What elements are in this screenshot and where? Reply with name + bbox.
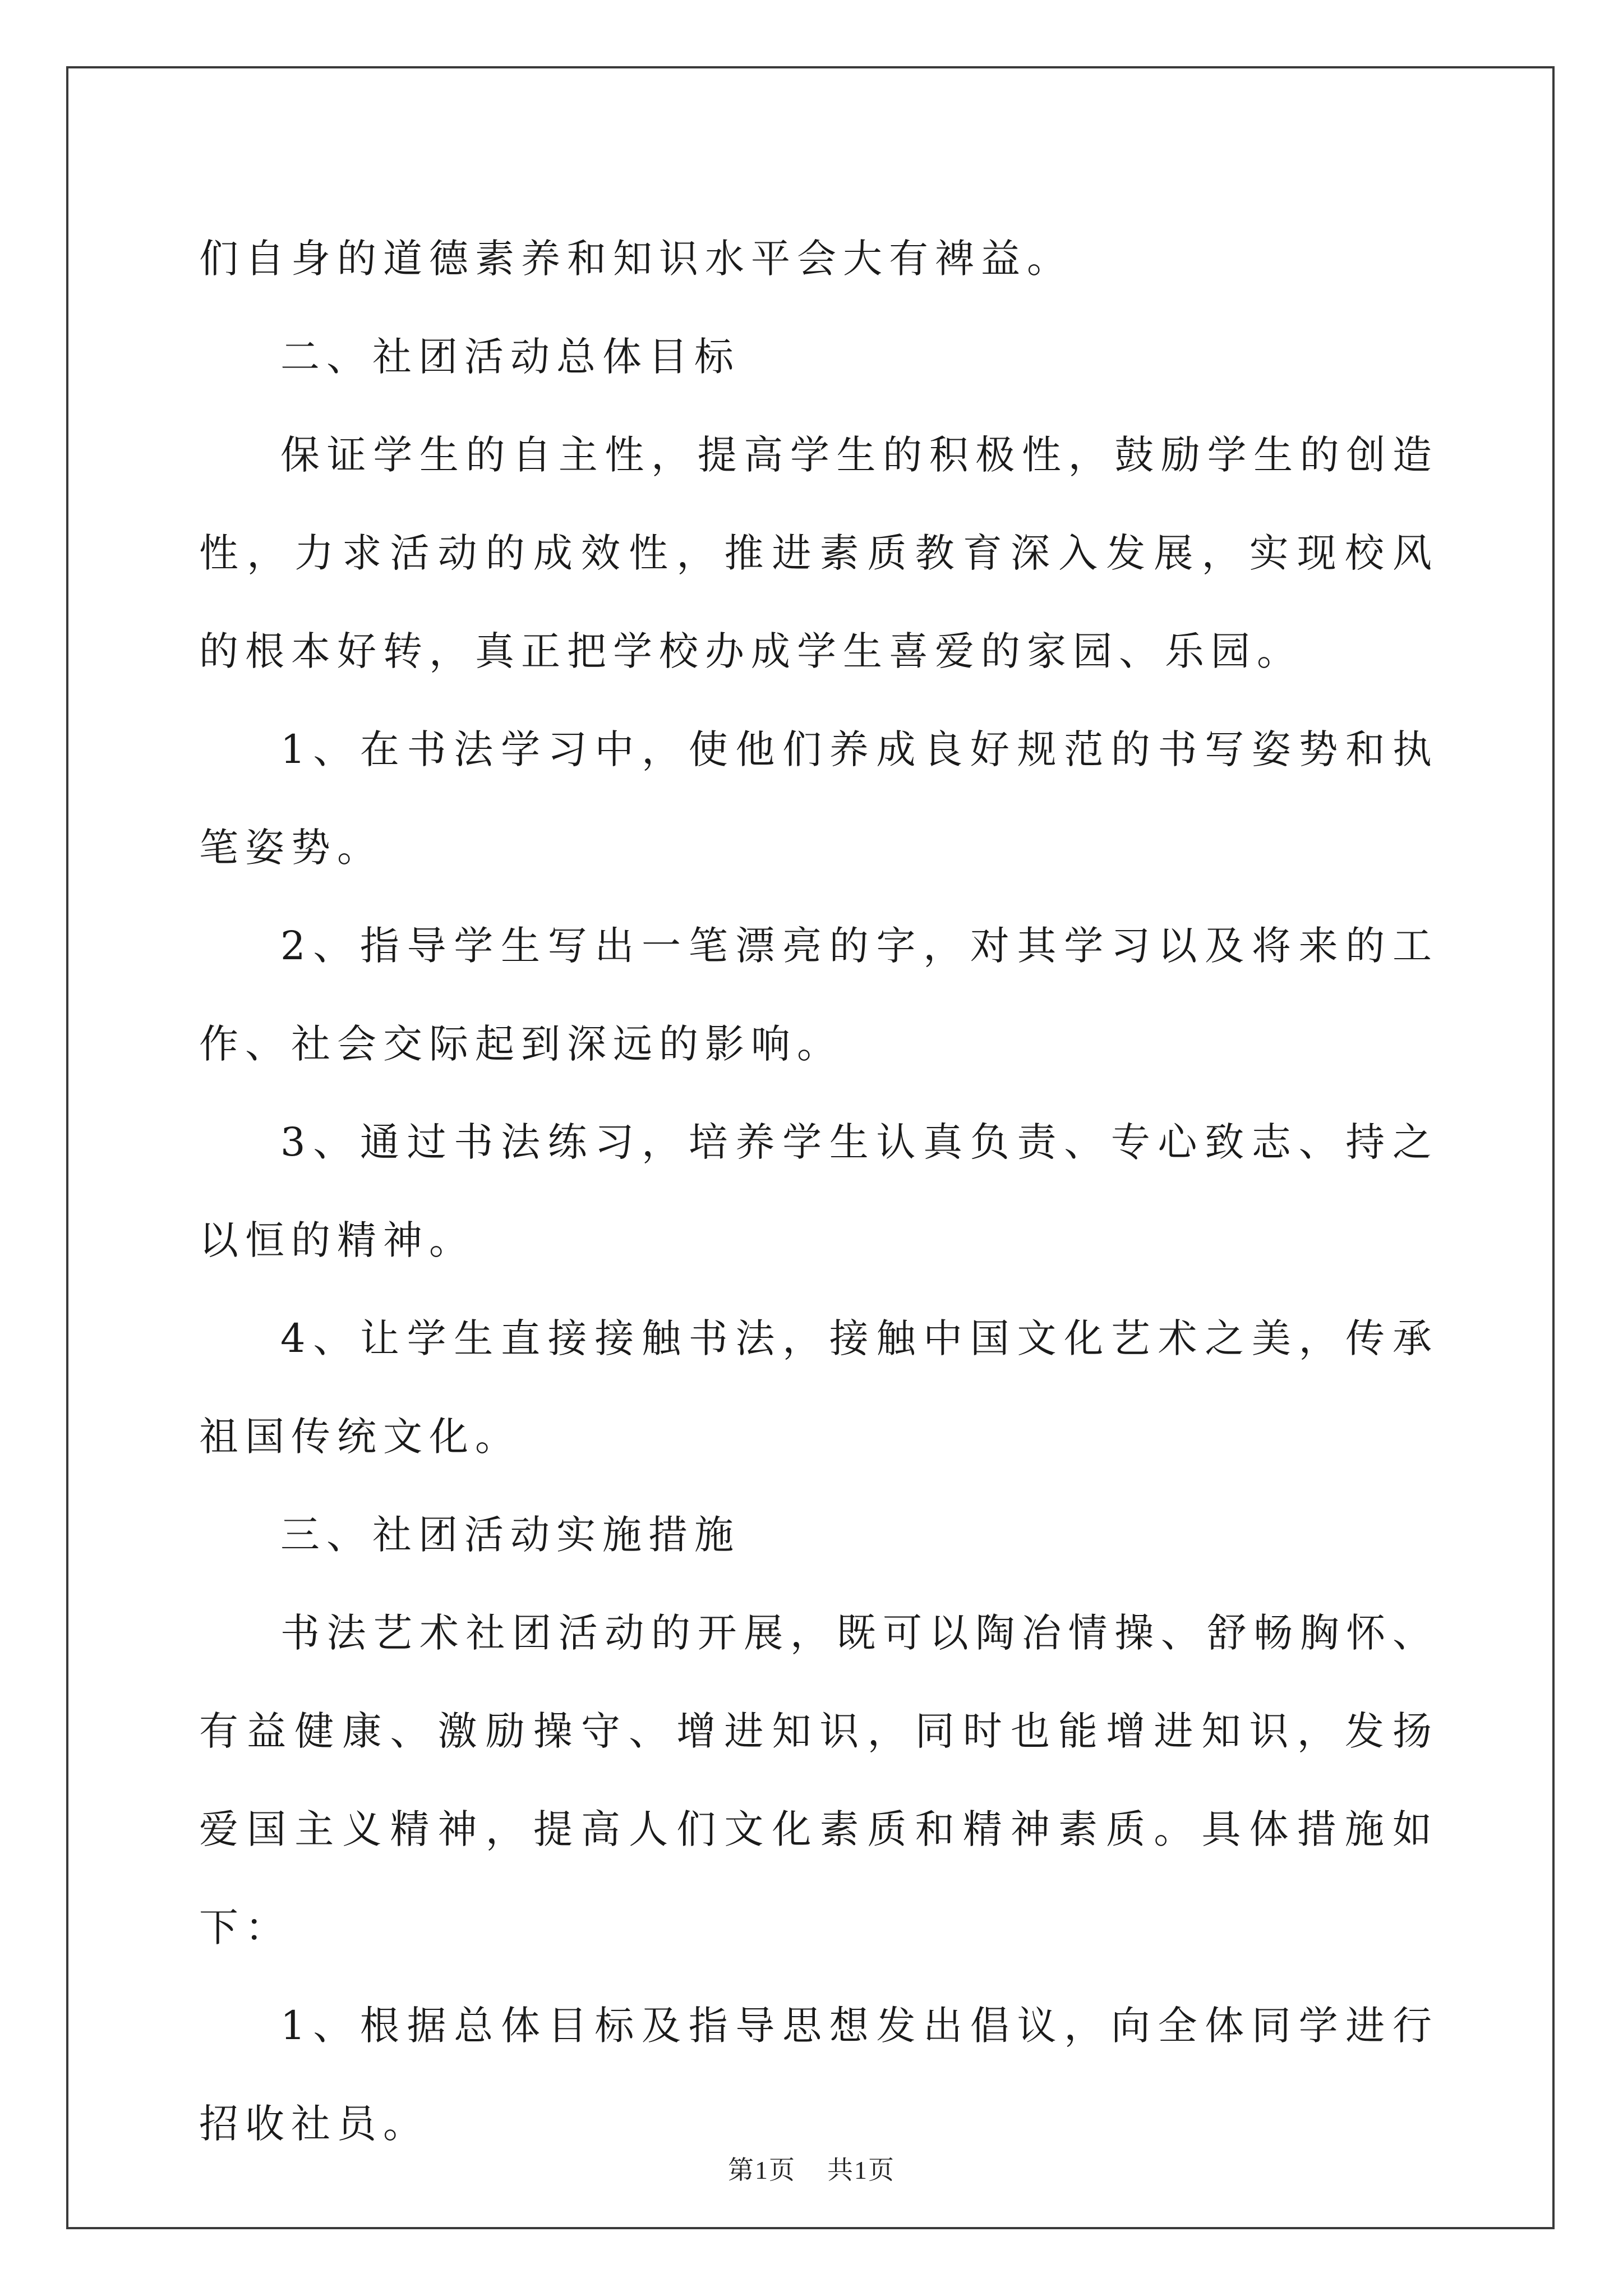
page-total: 共1页 bbox=[827, 2156, 895, 2184]
measure-item-1: 1、根据总体目标及指导思想发出倡议，向全体同学进行招收社员。 bbox=[199, 2003, 1438, 2147]
goal-item-4: 4、让学生直接接触书法，接触中国文化艺术之美，传承祖国传统文化。 bbox=[199, 1315, 1438, 1460]
page-footer bbox=[0, 2150, 1623, 2187]
section-heading-measures: 三、社团活动实施措施 bbox=[280, 1512, 740, 1558]
section-heading-goals: 二、社团活动总体目标 bbox=[280, 334, 740, 380]
goal-item-1: 1、在书法学习中，使他们养成良好规范的书写姿势和执笔姿势。 bbox=[199, 726, 1438, 871]
page-number: 第1页 bbox=[728, 2156, 796, 2184]
goal-item-3: 3、通过书法练习，培养学生认真负责、专心致志、持之以恒的精神。 bbox=[199, 1119, 1438, 1263]
paragraph-measures-intro: 书法艺术社团活动的开展，既可以陶冶情操、舒畅胸怀、有益健康、激励操守、增进知识，同时也能增进知识，发扬爱国主义精神，提高人们文化素质和精神素质。具体措施如下： bbox=[199, 1610, 1438, 1950]
paragraph-continuation: 们自身的道德素养和知识水平会大有裨益。 bbox=[199, 236, 1073, 282]
document-body bbox=[199, 210, 1438, 2173]
paragraph-goals-summary: 保证学生的自主性，提高学生的积极性，鼓励学生的创造性，力求活动的成效性，推进素质教育深入发展，实现校风的根本好转，真正把学校办成学生喜爱的家园、乐园。 bbox=[199, 432, 1438, 674]
goal-item-2: 2、指导学生写出一笔漂亮的字，对其学习以及将来的工作、社会交际起到深远的影响。 bbox=[199, 923, 1438, 1067]
